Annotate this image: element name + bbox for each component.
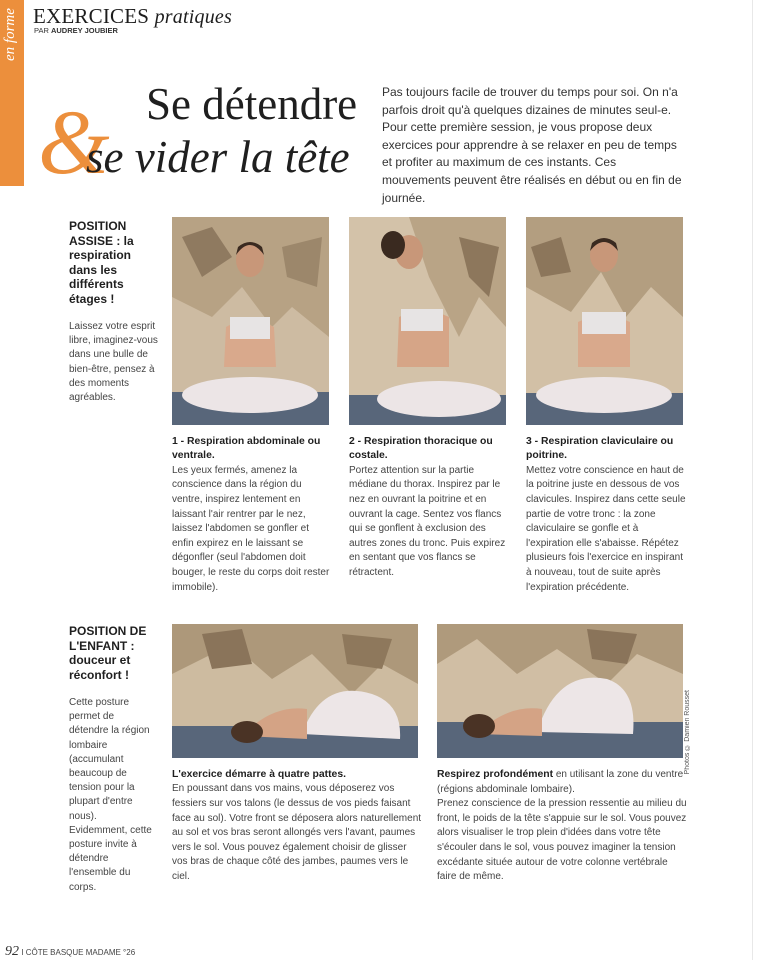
rubric-italic: pratiques bbox=[154, 6, 232, 28]
step-1-title: L'exercice démarre à quatre pattes. bbox=[172, 769, 347, 780]
intro-paragraph: Pas toujours facile de trouver du temps pour soi. On n'a parfois droit qu'à quelques dizaines de minutes seul-e. Pour cette première session, je vous propose deux exercices pour apprendre à se relaxer en peu de temps et profiter au maximum de ces instants. Ces mouvements peuvent être réalisés en début ou en fin de journée. bbox=[382, 85, 682, 205]
rubric-main: EXERCICES bbox=[33, 4, 150, 28]
section2-text: Cette posture permet de détendre la région lombaire (accumulant beaucoup de tension pour la plupart d'entre nous). Evidemment, cette posture invite à détendre l'ensemble du corps. bbox=[69, 697, 152, 893]
exercise-1 bbox=[172, 435, 332, 595]
exercise-3-text: Mettez votre conscience en haut de la poitrine juste en dessous de vos clavicules. Inspirez dans cette seule partie de votre tronc : la zone claviculaire se gonfle et à l'expiration elle s'abaisse. Répétez plusieurs fois l'exercice en inspirant à nouveau, tout de suite après l'expiration précédente. bbox=[526, 464, 686, 593]
section-tab-label: en forme bbox=[2, 8, 18, 61]
step-2-text: Prenez conscience de la pression ressentie au milieu du front, le poids de la tête s'appuie sur le sol. Vous pouvez alors visualiser le trop plein d'idées dans votre tête s'écouler dans le sol, vous pouvez imaginer la tension excédante située autour de votre colonne vertébrale faire de même. bbox=[437, 798, 687, 883]
exercise-3-title: 3 - Respiration claviculaire ou poitrine. bbox=[526, 436, 674, 462]
page-edge-divider bbox=[752, 0, 753, 960]
headline-line2: se vider la tête bbox=[86, 132, 350, 182]
step-2-lead bbox=[437, 768, 689, 797]
footer-separator: I bbox=[21, 948, 24, 957]
section1-title: POSITION ASSISE : la respiration dans les différents étages ! bbox=[69, 219, 134, 306]
step-1 bbox=[172, 768, 422, 885]
page-number: 92 bbox=[5, 944, 19, 959]
step-2 bbox=[437, 768, 689, 885]
photo-seated-clavicular bbox=[526, 217, 683, 425]
byline-prefix: PAR bbox=[34, 26, 49, 35]
photo-seated-thoracic bbox=[349, 217, 506, 425]
step-2-title: Respirez profondément bbox=[437, 769, 554, 780]
byline bbox=[34, 26, 118, 35]
photo-credit: Photos © Damien Rousset bbox=[684, 690, 691, 775]
photo-seated-abdominal bbox=[172, 217, 329, 425]
exercise-1-text: Les yeux fermés, amenez la conscience dans la région du ventre, inspirez lentement en laissant l'air rentrer par le nez, laissez l'abdomen se gonfler et enfin expirez en le laissant se dégonfler (seul l'abdomen doit bouger, le reste du corps doit rester immobile). bbox=[172, 464, 330, 593]
section1-text: Laissez votre esprit libre, imaginez-vous dans une bulle de bien-être, pensez à des moments agréables. bbox=[69, 321, 158, 404]
exercise-2-title: 2 - Respiration thoracique ou costale. bbox=[349, 436, 493, 462]
exercise-2-text: Portez attention sur la partie médiane du thorax. Inspirez par le nez en ouvrant la poitrine et en ouvrant la cage. Sentez vos flancs qui se gonflent à exclusion des autres zones du tronc. Puis expirez en sentant que vos flancs se rétractent. bbox=[349, 464, 506, 578]
magazine-name: CÔTE BASQUE MADAME °26 bbox=[25, 948, 136, 957]
section-tab bbox=[0, 0, 24, 186]
author-name: AUDREY JOUBIER bbox=[50, 26, 118, 35]
exercise-2 bbox=[349, 435, 506, 581]
photo-child-pose-1 bbox=[172, 624, 418, 758]
step-2-title-rest: en utilisant la zone du ventre (régions abdominale lombaire). bbox=[437, 769, 684, 795]
section2-title: POSITION DE L'ENFANT : douceur et réconfort ! bbox=[69, 624, 147, 682]
exercise-1-title: 1 - Respiration abdominale ou ventrale. bbox=[172, 436, 321, 462]
photo-child-pose-2 bbox=[437, 624, 683, 758]
exercise-3 bbox=[526, 435, 688, 595]
headline-ampersand: & bbox=[38, 91, 110, 193]
headline-line1: Se détendre bbox=[146, 79, 358, 129]
step-1-text: En poussant dans vos mains, vous déposerez vos fessiers sur vos talons (le dessus de vos pieds faisant face au sol). Votre front se déposera alors naturellement au sol et vos bras seront allongés vers l'avant, paumes vers le sol. Vous pouvez également choisir de glisser vos bras de chaque côté des jambes, paumes vers le ciel. bbox=[172, 783, 422, 882]
page-footer bbox=[5, 944, 135, 960]
